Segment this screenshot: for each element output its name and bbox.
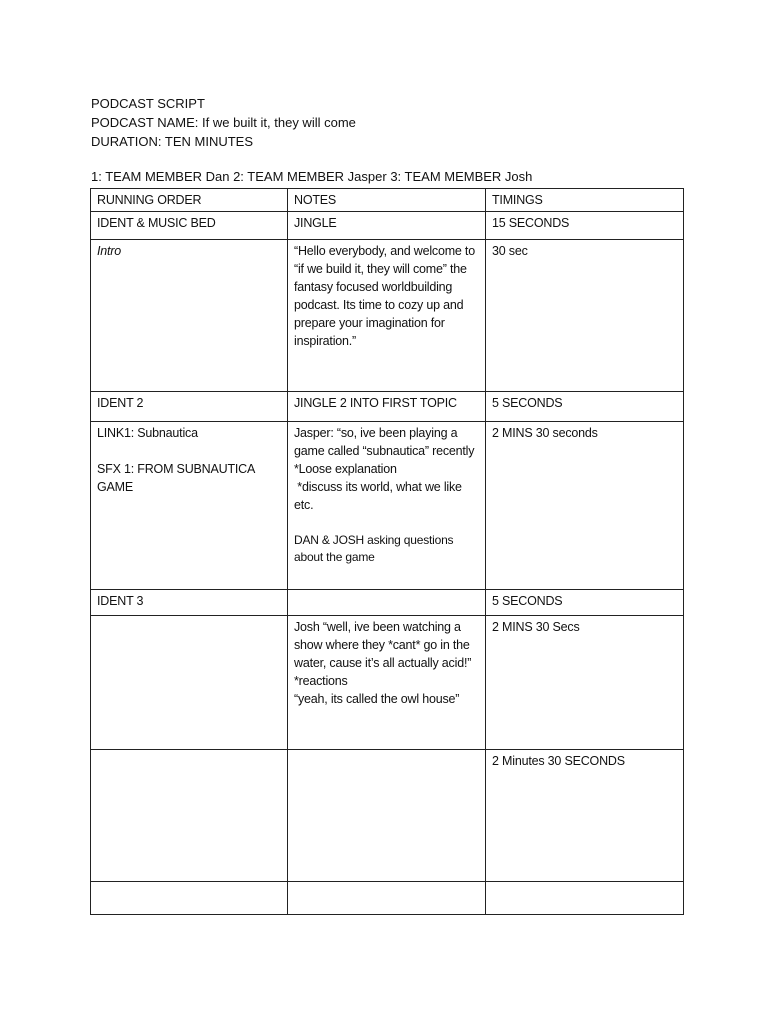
- row-timing: 30 sec: [486, 240, 684, 392]
- header-running-order: RUNNING ORDER: [91, 189, 288, 212]
- running-order-table: [90, 188, 684, 915]
- table-row: [91, 392, 684, 422]
- team-members: 1: TEAM MEMBER Dan 2: TEAM MEMBER Jasper 3: TEAM MEMBER Josh: [91, 169, 533, 184]
- notes-line: DAN & JOSH asking questions about the game: [294, 533, 454, 564]
- row-order: [91, 422, 288, 590]
- document-header: [91, 94, 356, 151]
- table-row: [91, 616, 684, 750]
- table-row: [91, 882, 684, 915]
- row-order: IDENT & MUSIC BED: [91, 212, 288, 240]
- row-timing: 15 SECONDS: [486, 212, 684, 240]
- row-timing: 2 MINS 30 Secs: [486, 616, 684, 750]
- header-timings: TIMINGS: [486, 189, 684, 212]
- table-row: [91, 212, 684, 240]
- row-notes: JINGLE 2 INTO FIRST TOPIC: [288, 392, 486, 422]
- row-notes: [288, 616, 486, 750]
- link-label: LINK1: Subnautica: [97, 426, 198, 440]
- table-header-row: [91, 189, 684, 212]
- row-order: [91, 882, 288, 915]
- table-row: [91, 750, 684, 882]
- row-notes: [288, 882, 486, 915]
- row-notes: JINGLE: [288, 212, 486, 240]
- podcast-name: PODCAST NAME: If we built it, they will come: [91, 115, 356, 130]
- row-order: IDENT 2: [91, 392, 288, 422]
- header-notes: NOTES: [288, 189, 486, 212]
- row-order: [91, 616, 288, 750]
- notes-line: *discuss its world, what we like etc.: [294, 480, 466, 512]
- notes-line: “yeah, its called the owl house”: [294, 692, 460, 706]
- row-order: Intro: [91, 240, 288, 392]
- table-row: [91, 240, 684, 392]
- table-row: [91, 422, 684, 590]
- row-notes: [288, 422, 486, 590]
- duration: DURATION: TEN MINUTES: [91, 134, 254, 149]
- table-row: [91, 590, 684, 616]
- row-notes: “Hello everybody, and welcome to “if we build it, they will come” the fantasy focused worldbuilding podcast. Its time to cozy up and prepare your imagination for inspiration.”: [288, 240, 486, 392]
- notes-line: *Loose explanation: [294, 462, 397, 476]
- notes-line: Jasper: “so, ive been playing a game called “subnautica” recently: [294, 426, 475, 458]
- script-title: PODCAST SCRIPT: [91, 96, 205, 111]
- row-order: [91, 750, 288, 882]
- row-timing: 2 MINS 30 seconds: [486, 422, 684, 590]
- notes-line: Josh “well, ive been watching a show where they *cant* go in the water, cause it’s all actually acid!” *reactions: [294, 620, 472, 688]
- row-timing: 2 Minutes 30 SECONDS: [486, 750, 684, 882]
- sfx-label: SFX 1: FROM SUBNAUTICA GAME: [97, 462, 255, 494]
- row-notes: [288, 590, 486, 616]
- row-notes: [288, 750, 486, 882]
- row-timing: [486, 882, 684, 915]
- row-timing: 5 SECONDS: [486, 392, 684, 422]
- row-order: IDENT 3: [91, 590, 288, 616]
- row-timing: 5 SECONDS: [486, 590, 684, 616]
